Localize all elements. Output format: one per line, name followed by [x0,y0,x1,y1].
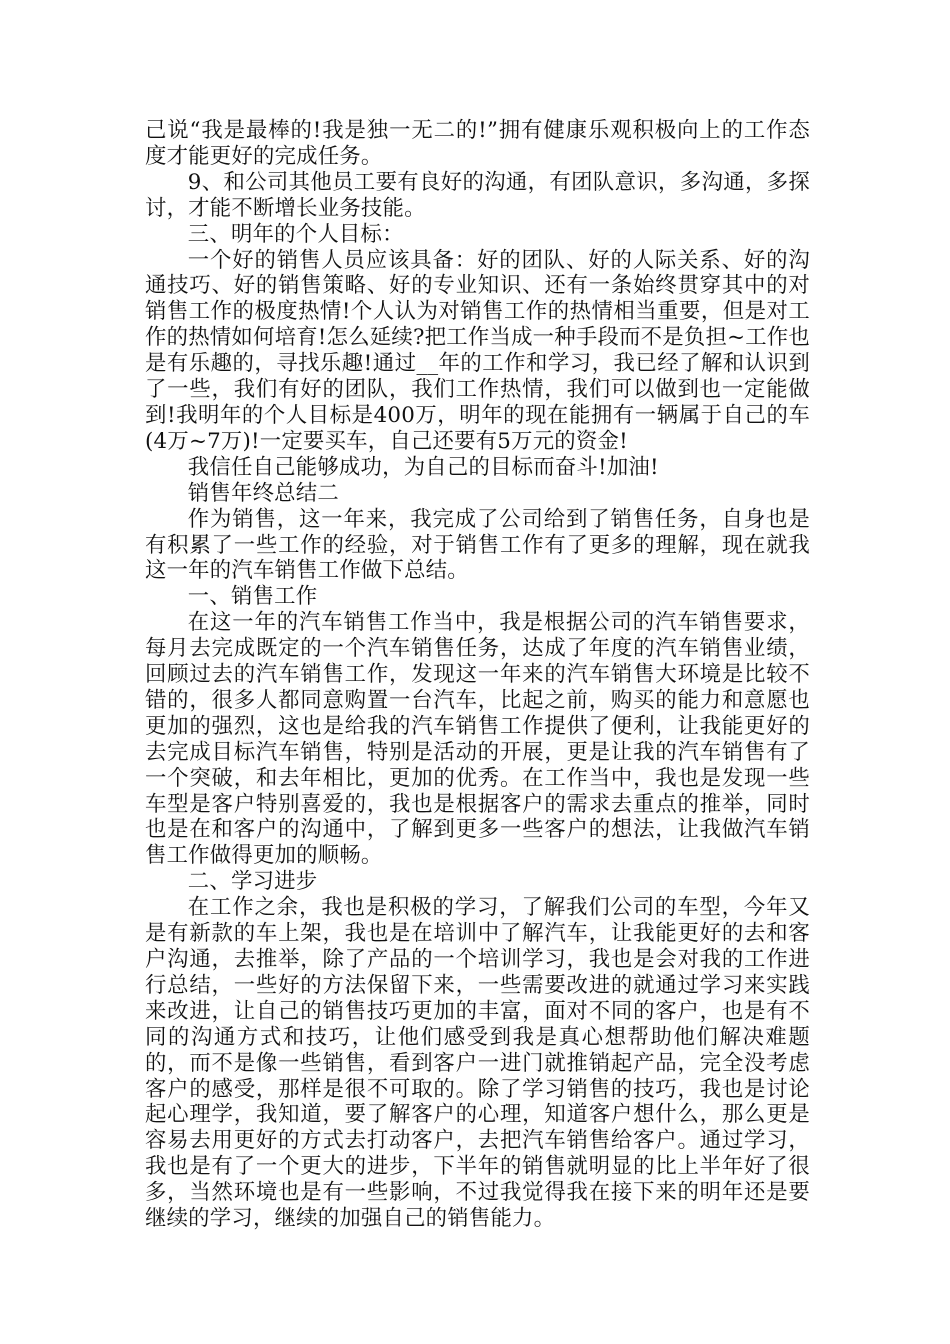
paragraph-confidence: 我信任自己能够成功，为自己的目标而奋斗!加油! [187,454,659,480]
document-page [145,118,810,1232]
heading-summary-two: 销售年终总结二 [187,480,339,506]
paragraph-closing-attitude: 己说“我是最棒的!我是独一无二的!”拥有健康乐观积极向上的工作态度才能更好的完成任务。 [145,118,810,169]
heading-sales-work: 一、销售工作 [187,584,318,610]
paragraph-learning-progress: 在工作之余，我也是积极的学习，了解我们公司的车型，今年又是有新款的车上架，我也是在培训中了解汽车，让我能更好的去和客户沟通，去推举，除了产品的一个培训学习，我也是会对我的工作进行总结，一些好的方法保留下来，一些需要改进的就通过学习来实践来改进，让自己的销售技巧更加的丰富，面对不同的客户，也是有不同的沟通方式和技巧，让他们感受到我是真心想帮助他们解决难题的，而不是像一些销售，看到客户一进门就推销起产品，完全没考虑客户的感受，那样是很不可取的。除了学习销售的技巧，我也是讨论起心理学，我知道，要了解客户的心理，知道客户想什么，那么更是容易去用更好的方式去打动客户，去把汽车销售给客户。通过学习，我也是有了一个更大的进步，下半年的销售就明显的比上半年好了很多，当然环境也是有一些影响，不过我觉得我在接下来的明年还是要继续的学习，继续的加强自己的销售能力。 [145,895,810,1232]
paragraph-salesperson-qualities: 一个好的销售人员应该具备：好的团队、好的人际关系、好的沟通技巧、好的销售策略、好的专业知识、还有一条始终贯穿其中的对销售工作的极度热情!个人认为对销售工作的热情相当重要，但是对工作的热情如何培育!怎么延续?把工作当成一种手段而不是负担~工作也是有乐趣的，寻找乐趣!通过__年的工作和学习，我已经了解和认识到了一些，我们有好的团队，我们工作热情，我们可以做到也一定能做到!我明年的个人目标是400万，明年的现在能拥有一辆属于自己的车(4万~7万)!一定要买车，自己还要有5万元的资金! [145,247,810,454]
heading-learning-progress: 二、学习进步 [187,869,318,895]
paragraph-sales-work: 在这一年的汽车销售工作当中，我是根据公司的汽车销售要求，每月去完成既定的一个汽车销售任务，达成了年度的汽车销售业绩，回顾过去的汽车销售工作，发现这一年来的汽车销售大环境是比较不错的，很多人都同意购置一台汽车，比起之前，购买的能力和意愿也更加的强烈，这也是给我的汽车销售工作提供了便利，让我能更好的去完成目标汽车销售，特别是活动的开展，更是让我的汽车销售有了一个突破，和去年相比，更加的优秀。在工作当中，我也是发现一些车型是客户特别喜爱的，我也是根据客户的需求去重点的推举，同时也是在和客户的沟通中，了解到更多一些客户的想法，让我做汽车销售工作做得更加的顺畅。 [145,610,810,869]
paragraph-summary-intro: 作为销售，这一年来，我完成了公司给到了销售任务，自身也是有积累了一些工作的经验，对于销售工作有了更多的理解，现在就我这一年的汽车销售工作做下总结。 [145,506,810,584]
paragraph-point-9-communication: 9、和公司其他员工要有良好的沟通，有团队意识，多沟通，多探讨，才能不断增长业务技能。 [145,169,810,221]
heading-next-year-goals: 三、明年的个人目标： [187,221,404,247]
